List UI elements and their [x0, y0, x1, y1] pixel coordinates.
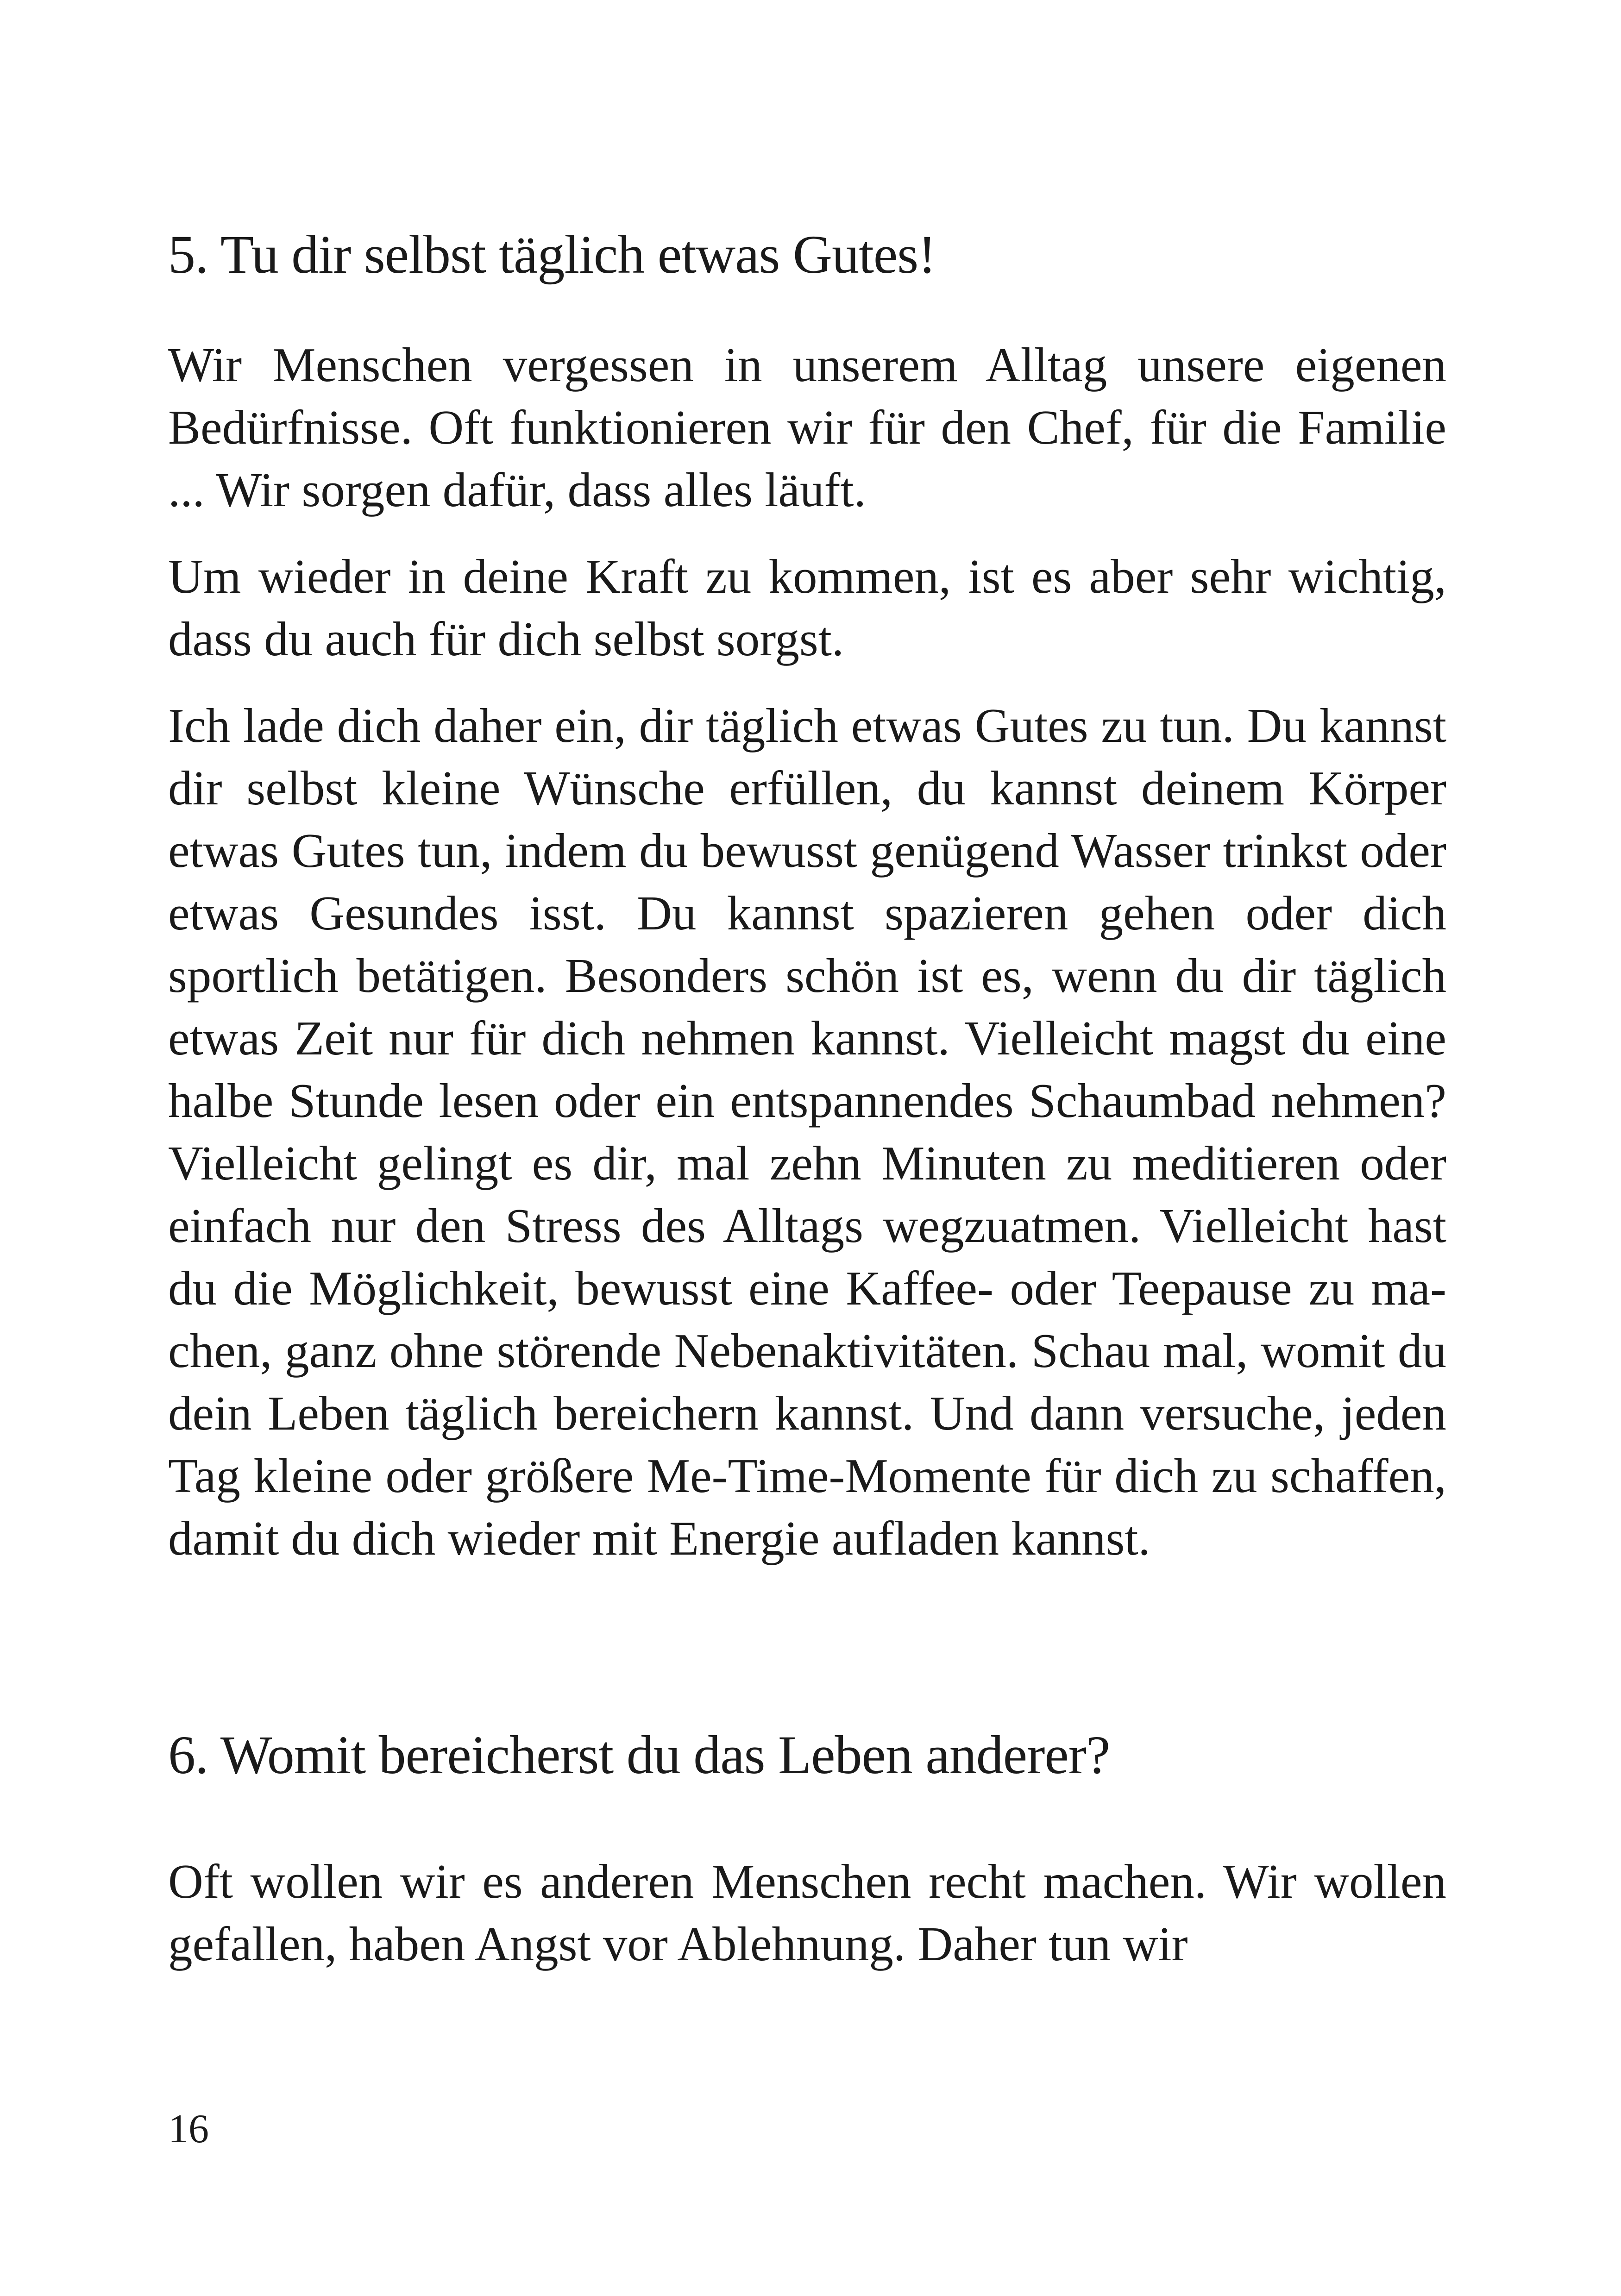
page-number: 16 — [168, 2107, 209, 2152]
section-5-heading: 5. Tu dir selbst täglich etwas Gutes! — [168, 224, 936, 285]
section-5-body — [168, 333, 1446, 1593]
section-6-body — [168, 1850, 1446, 1999]
paragraph: Oft wollen wir es anderen Menschen recht machen. Wir wollen gefallen, haben Angst vor Ablehnung. Daher tun wir — [168, 1854, 1446, 1971]
paragraph: Um wieder in deine Kraft zu kommen, ist es aber sehr wichtig, dass du auch für dich selbst sorgst. — [168, 549, 1446, 666]
paragraph: Wir Menschen vergessen in unserem Alltag unsere eigenen Bedürfnisse. Oft funktionieren wir für den Chef, für die Familie ... Wir sorgen dafür, dass alles läuft. — [168, 338, 1446, 517]
section-6-heading: 6. Womit bereicherst du das Leben anderer? — [168, 1725, 1110, 1785]
paragraph: Ich lade dich daher ein, dir täglich etwas Gutes zu tun. Du kannst dir selbst kleine Wünsche erfüllen, du kannst deinem Körper etwas Gutes tun, indem du bewusst genügend Wasser trinkst oder etwas Gesundes isst. Du kannst spazieren gehen oder dich sportlich betätigen. Besonders schön ist es, wenn du dir täglich etwas Zeit nur für dich nehmen kannst. Vielleicht magst du eine halbe Stunde lesen oder ein entspannendes Schaumbad nehmen? Vielleicht gelingt es dir, mal zehn Minuten zu meditieren oder einfach nur den Stress des Alltags wegzuatmen. Vielleicht hast du die Möglichkeit, bewusst eine Kaffee- oder Teepause zu machen, ganz ohne störende Nebenaktivitäten. Schau mal, womit du dein Leben täglich bereichern kannst. Und dann versuche, jeden Tag kleine oder größere Me-Time-Momente für dich zu schaffen, damit du dich wieder mit Energie aufladen kannst. — [168, 698, 1446, 1565]
